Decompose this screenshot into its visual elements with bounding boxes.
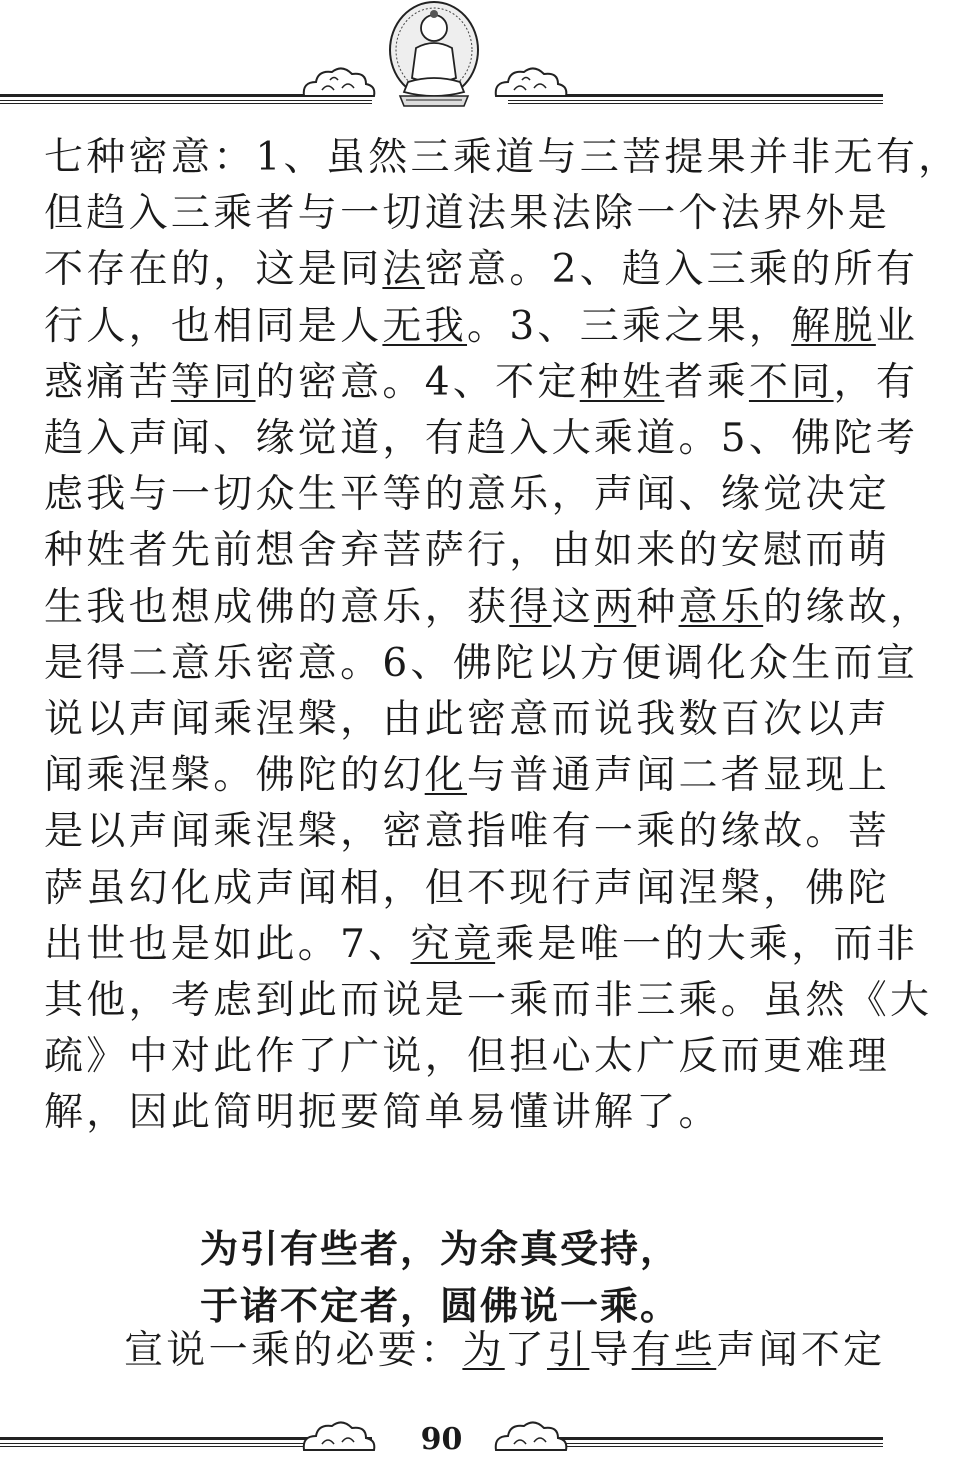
- underlined-term: 化: [424, 753, 468, 799]
- underlined-term: 无我: [382, 303, 468, 349]
- text-line: [44, 359, 919, 406]
- underlined-term: 引: [547, 1328, 590, 1373]
- text-segment: 生我也想成佛的意乐，获: [44, 584, 510, 630]
- underlined-term: 解脱: [791, 303, 876, 349]
- text-line: [44, 191, 891, 237]
- text-line: [44, 135, 960, 181]
- buddha-icon: [386, 0, 482, 110]
- text-segment: 宣说一乘的必要：: [124, 1328, 463, 1373]
- text-line: [44, 528, 891, 574]
- text-segment: 惑痛苦: [44, 359, 171, 405]
- text-segment: 声闻不定: [716, 1328, 886, 1373]
- text-segment: 了: [504, 1328, 548, 1373]
- text-segment: 种姓者先前想舍弃菩萨行，由如来的安慰而萌: [44, 528, 891, 574]
- text-line: [44, 247, 919, 293]
- underlined-term: 等同: [170, 359, 256, 405]
- text-line: [44, 697, 891, 743]
- underlined-term: 有些: [631, 1328, 717, 1373]
- text-segment: 疏》中对此作了广说，但担心太广反而更难理: [44, 1034, 891, 1080]
- text-segment: 种: [636, 584, 679, 630]
- text-line: [44, 865, 891, 912]
- text-segment: 的缘故，: [763, 584, 933, 630]
- text-line: [44, 1034, 891, 1080]
- text-segment: 与普通声闻二者显现上: [467, 753, 891, 799]
- text-segment: 业: [875, 303, 919, 349]
- text-line: [44, 753, 891, 799]
- underlined-term: 两: [593, 584, 637, 630]
- text-segment: 。3、三乘之果，: [467, 303, 792, 349]
- text-line: [44, 921, 919, 968]
- text-segment: 的密意。4、不定: [255, 359, 580, 405]
- underlined-term: 意乐: [678, 584, 764, 630]
- text-segment: 不存在的，这是同: [44, 247, 383, 293]
- text-segment: 其他，考虑到此而说是一乘而非三乘。虽然《大: [44, 978, 933, 1023]
- text-segment: 说以声闻乘涅槃，由此密意而说我数百次以声: [44, 697, 891, 742]
- text-line: [44, 978, 933, 1024]
- text-segment: 是得二意乐密意。6、佛陀以方便调化众生而宣: [44, 640, 919, 686]
- underlined-term: 究竟: [410, 921, 496, 967]
- text-segment: 行人，也相同是人: [44, 303, 383, 349]
- text-segment: 解，因此简明扼要简单易懂讲解了。: [44, 1090, 721, 1136]
- text-line: [44, 640, 919, 687]
- verse-line-2: 于诸不定者，圆佛说一乘。: [200, 1284, 681, 1328]
- text-segment: 乘是唯一的大乘，而非: [495, 921, 919, 967]
- verse-line-1: 为引有些者，为余真受持，: [200, 1227, 681, 1271]
- text-segment: 闻乘涅槃。佛陀的幻: [44, 753, 425, 799]
- text-segment: 导: [589, 1328, 632, 1373]
- text-line: [44, 303, 919, 350]
- commentary-line: [124, 1328, 886, 1374]
- text-segment: 这: [551, 584, 594, 630]
- page-number: 90: [420, 1422, 463, 1457]
- text-segment: 密意。2、趋入三乘的所有: [424, 247, 919, 293]
- text-segment: 但趋入三乘者与一切道法果法除一个法界外是: [44, 191, 891, 237]
- text-segment: ，有: [833, 359, 919, 405]
- text-line: [44, 472, 891, 518]
- text-line: [44, 584, 933, 631]
- text-line: [44, 809, 891, 855]
- text-segment: 趋入声闻、缘觉道，有趋入大乘道。5、佛陀考: [44, 416, 919, 461]
- text-segment: 萨虽幻化成声闻相，但不现行声闻涅槃，佛陀: [44, 865, 891, 911]
- underlined-term: 为: [462, 1328, 505, 1373]
- text-segment: 虑我与一切众生平等的意乐，声闻、缘觉决定: [44, 472, 891, 518]
- text-line: [44, 1090, 834, 1136]
- cloud-left-icon: [300, 62, 378, 102]
- underlined-term: 种姓: [579, 359, 665, 405]
- underlined-term: 得: [509, 584, 552, 630]
- underlined-term: 法: [382, 247, 425, 293]
- underlined-term: 不同: [748, 359, 834, 405]
- text-segment: 者乘: [664, 359, 749, 405]
- cloud-right-icon: [492, 62, 570, 102]
- text-segment: 七种密意：1、虽然三乘道与三菩提果并非无有，: [44, 135, 960, 180]
- text-segment: 是以声闻乘涅槃，密意指唯有一乘的缘故。菩: [44, 809, 891, 855]
- text-line: [44, 416, 919, 462]
- text-segment: 出世也是如此。7、: [44, 921, 411, 967]
